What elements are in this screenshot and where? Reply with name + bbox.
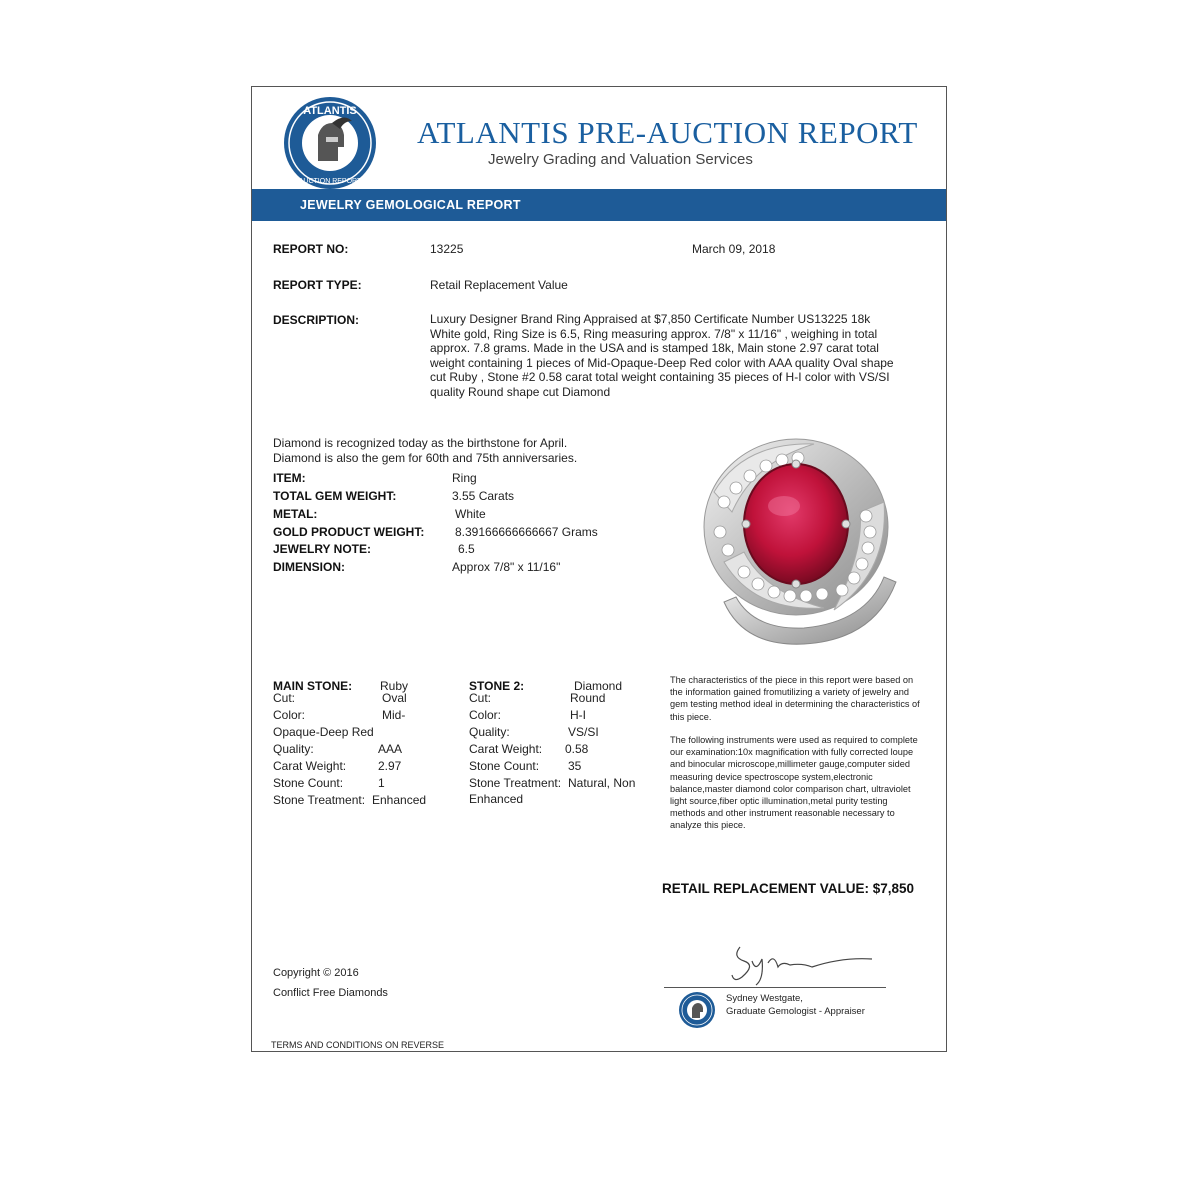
main-treatment-value: Enhanced: [372, 793, 427, 807]
atlantis-logo: [282, 95, 378, 191]
instruments-paragraph: The following instruments were used as required to complete our examination:10x magnification with fully corrected loupe and binocular microscope,millimeter gauge,computer sided measuring device spectroscope system,electronic balance,master diamond color comparison chart, ultraviolet light source,fiber optic illumination,metal purity testing methods and other instrument reasonable necessary to analyze this piece.: [670, 735, 918, 831]
seal-graphic: [678, 991, 716, 1029]
main-cut-label: Cut:: [273, 691, 296, 705]
birthstone-note: [273, 436, 577, 465]
detail-label-gold-weight: GOLD PRODUCT WEIGHT:: [273, 525, 425, 539]
description-text: Luxury Designer Brand Ring Appraised at $7,850 Certificate Number US13225 18k White gold, Ring Size is 6.5, Ring measuring approx. 7/8" x 11/16" , weighing in total approx. 7.8 grams. Made in the USA and is stamped 18k, Main stone 2.97 carat total weight containing 1 pieces of Mid-Opaque-Deep Red color with AAA quality Oval shape cut Ruby , Stone #2 0.58 carat total weight containing 35 pieces of H-I color with VS/SI quality Round shape cut Diamond: [430, 312, 894, 399]
stone2-quality-label: Quality:: [469, 725, 510, 739]
main-treatment-label: Stone Treatment:: [273, 793, 366, 807]
detail-value-gold-weight: 8.39166666666667 Grams: [455, 525, 598, 539]
report-date: March 09, 2018: [692, 242, 776, 256]
main-stone-label: MAIN STONE:: [273, 679, 353, 693]
copyright-text: Copyright © 2016: [273, 967, 359, 979]
appraiser-seal: [678, 991, 716, 1029]
report-type-label: REPORT TYPE:: [273, 278, 362, 292]
description-label: DESCRIPTION:: [273, 313, 360, 327]
stone2-cut-label: Cut:: [469, 691, 492, 705]
birthstone-line-2: Diamond is also the gem for 60th and 75th anniversaries.: [273, 450, 578, 465]
terms-text: TERMS AND CONDITIONS ON REVERSE: [271, 1040, 445, 1050]
detail-value-gem-weight: 3.55 Carats: [452, 489, 515, 503]
report-no-value: 13225: [430, 242, 464, 256]
main-cut-value: Oval: [382, 691, 407, 705]
stone2-weight-label: Carat Weight:: [469, 742, 543, 756]
birthstone-line-1: Diamond is recognized today as the birthstone for April.: [273, 436, 568, 450]
report-type-value: Retail Replacement Value: [430, 278, 568, 292]
main-quality-label: Quality:: [273, 742, 314, 756]
stone2-treatment-value-b: Enhanced: [469, 792, 524, 806]
appraiser-signature: [712, 939, 892, 989]
main-color-value-a: Mid-: [382, 708, 406, 722]
retail-replacement-value: RETAIL REPLACEMENT VALUE: $7,850: [662, 881, 915, 896]
main-count-label: Stone Count:: [273, 776, 344, 790]
stone2-cut-value: Round: [570, 691, 606, 705]
stone2-weight-value: 0.58: [565, 742, 589, 756]
atlantis-logo-graphic: [282, 95, 378, 191]
main-color-label: Color:: [273, 708, 306, 722]
detail-value-item: Ring: [452, 471, 477, 485]
stone2-color-label: Color:: [469, 708, 502, 722]
detail-label-metal: METAL:: [273, 507, 318, 521]
stone2-treatment-label: Stone Treatment:: [469, 776, 562, 790]
stone2-color-value: H-I: [570, 708, 586, 722]
detail-label-jewelry-note: JEWELRY NOTE:: [273, 542, 372, 556]
logo-brand-text: ATLANTIS: [303, 105, 357, 117]
banner-title: JEWELRY GEMOLOGICAL REPORT: [300, 198, 521, 212]
report-no-label: REPORT NO:: [273, 242, 349, 256]
page-title: ATLANTIS PRE-AUCTION REPORT: [417, 115, 918, 150]
characteristics-paragraph: The characteristics of the piece in this report were based on the information gained fromutilizing a variety of jewelry and gem testing method ideal in determining the characteristics of this piece.: [670, 675, 920, 722]
signature-line: [664, 987, 886, 988]
appraiser-title: Graduate Gemologist - Appraiser: [726, 1006, 865, 1017]
detail-value-metal: White: [455, 507, 486, 521]
signature-graphic: [712, 939, 892, 989]
conflict-free-text: Conflict Free Diamonds: [273, 987, 388, 999]
main-weight-value: 2.97: [378, 759, 402, 773]
stone2-treatment-value-a: Natural, Non: [568, 776, 636, 790]
stone2-label: STONE 2:: [469, 679, 525, 693]
detail-value-jewelry-note: 6.5: [458, 542, 475, 556]
main-count-value: 1: [378, 776, 385, 790]
stone2-count-label: Stone Count:: [469, 759, 540, 773]
appraiser-name: Sydney Westgate,: [726, 993, 803, 1004]
main-quality-value: AAA: [378, 742, 403, 756]
stone2-quality-value: VS/SI: [568, 725, 599, 739]
stone2-name: Diamond: [574, 679, 623, 693]
main-color-value-b: Opaque-Deep Red: [273, 725, 374, 739]
ring-illustration: [684, 432, 912, 654]
main-stone-name: Ruby: [380, 679, 409, 693]
report-page: [251, 86, 947, 1052]
logo-ring-text: AUCTION REPORT: [298, 178, 362, 185]
detail-value-dimension: Approx 7/8" x 11/16": [452, 560, 561, 574]
detail-label-dimension: DIMENSION:: [273, 560, 345, 574]
page-subtitle: Jewelry Grading and Valuation Services: [488, 151, 753, 168]
detail-label-gem-weight: TOTAL GEM WEIGHT:: [273, 489, 397, 503]
detail-label-item: ITEM:: [273, 471, 306, 485]
stone2-count-value: 35: [568, 759, 582, 773]
main-weight-label: Carat Weight:: [273, 759, 347, 773]
ring-photo: [684, 432, 912, 654]
section-banner: [252, 189, 946, 221]
